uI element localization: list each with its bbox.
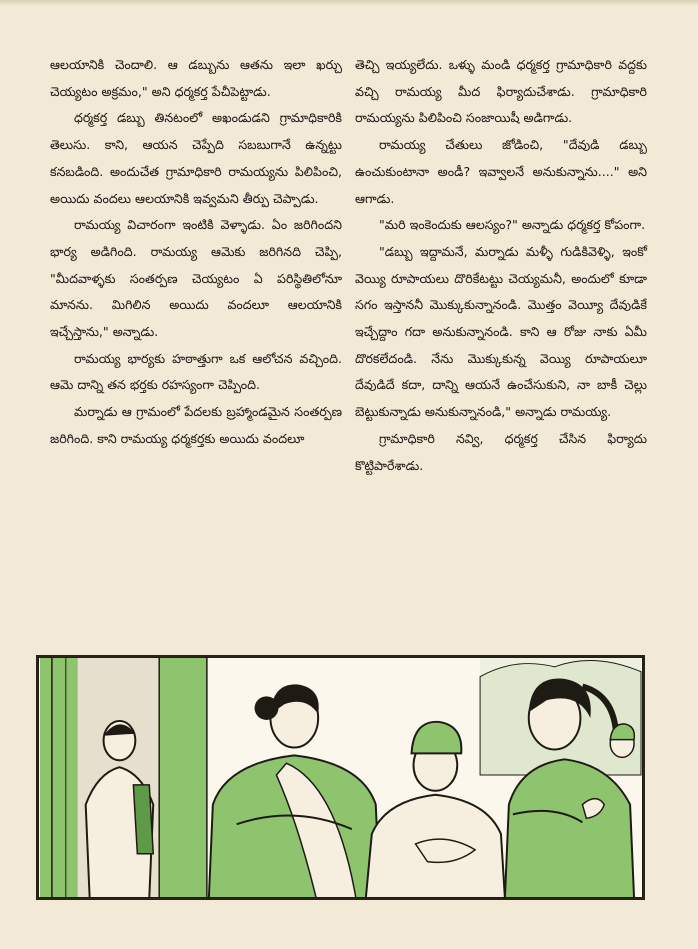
center-pillar bbox=[159, 657, 207, 898]
paragraph: "డబ్బు ఇద్దామనే, మర్నాడు మళ్ళీ గుడికివెళ్ళి, ఇంకో వెయ్యి రూపాయలు దొరికేటట్టు చెయ్యమనీ, అందులో కూడా సగం ఇస్తాననీ మొక్కుకున్నానండి. మొత్తం వెయ్యీ దేవుడికే ఇచ్చేద్దాం గదా అనుకున్నానండి. కాని ఆ రోజు నాకు ఏమీ దొరకలేదండి. నేను మొక్కుకున్న వెయ్యి రూపాయలూ దేవుడిదే కదా, దాన్ని ఆయనే ఉంచేసుకుని, నా బాకీ చెల్లు బెట్టుకున్నాడు అనుకున్నానండి," అన్నాడు రామయ్య. bbox=[355, 243, 647, 420]
left-pillar bbox=[40, 657, 78, 898]
column-gutter bbox=[346, 50, 347, 645]
story-illustration bbox=[36, 655, 645, 900]
paragraph: రామయ్య విచారంగా ఇంటికి వెళ్ళాడు. ఏం జరిగిందని భార్య అడిగింది. రామయ్య ఆమెకు జరిగినది చెప్పి, "మీదవాళ్ళకు సంతర్పణ చెయ్యటం ఏ పరిస్థితిలోనూ మానను. మిగిలిన అయిదు వందలూ ఆలయానికి ఇచ్చేస్తాను," అన్నాడు. bbox=[50, 217, 342, 340]
text-column-left bbox=[50, 52, 342, 453]
paragraph: రామయ్య భార్యకు హఠాత్తుగా ఒక ఆలోచన వచ్చింది. ఆమె దాన్ని తన భర్తకు రహస్యంగా చెప్పింది. bbox=[50, 350, 342, 393]
figure-background-man bbox=[610, 724, 634, 757]
paragraph: గ్రామాధికారి నవ్వి, ధర్మకర్త చేసిన ఫిర్యాదు కొట్టిపారేశాడు. bbox=[355, 430, 647, 473]
page-top-edge bbox=[0, 0, 698, 6]
paragraph: తెచ్చి ఇయ్యలేదు. ఒళ్ళు మండి ధర్మకర్త గ్రామాధికారి వద్దకు వచ్చి రామయ్య మీద ఫిర్యాదుచేశాడు. గ్రామాధికారి రామయ్యను పిలిపించి సంజాయిషీ అడిగాడు. bbox=[355, 57, 647, 126]
illustration-svg bbox=[38, 657, 643, 898]
paragraph: ఆలయానికి చెందాలి. ఆ డబ్బును ఆతను ఇలా ఖర్చు చెయ్యటం అక్రమం," అని ధర్మకర్త పేచీపెట్టాడు. bbox=[50, 57, 342, 99]
paragraph: ధర్మకర్త డబ్బు తినటంలో అఖండుడని గ్రామాధికారికి తెలుసు. కాని, ఆయన చెప్పేది సబబుగానే ఉన్నట్టు కనబడింది. అందుచేత గ్రామాధికారి రామయ్యను పిలిపించి, అయిదు వందలు ఆలయానికి ఇవ్వమని తీర్పు చెప్పాడు. bbox=[50, 110, 342, 206]
paragraph: రామయ్య చేతులు జోడించి, "దేవుడి డబ్బు ఉంచుకుంటానా అండీ? ఇవ్వాలనే అనుకున్నాను...." అని ఆగాడు. bbox=[355, 137, 647, 206]
text-column-right bbox=[355, 52, 647, 479]
paragraph: మర్నాడు ఆ గ్రామంలో పేదలకు బ్రహ్మాండమైన సంతర్పణ జరిగింది. కాని రామయ్య ధర్మకర్తకు అయిదు వందలూ bbox=[50, 404, 342, 446]
paragraph: "మరి ఇంకెందుకు ఆలస్యం?" అన్నాడు ధర్మకర్త కోపంగా. bbox=[379, 217, 646, 233]
